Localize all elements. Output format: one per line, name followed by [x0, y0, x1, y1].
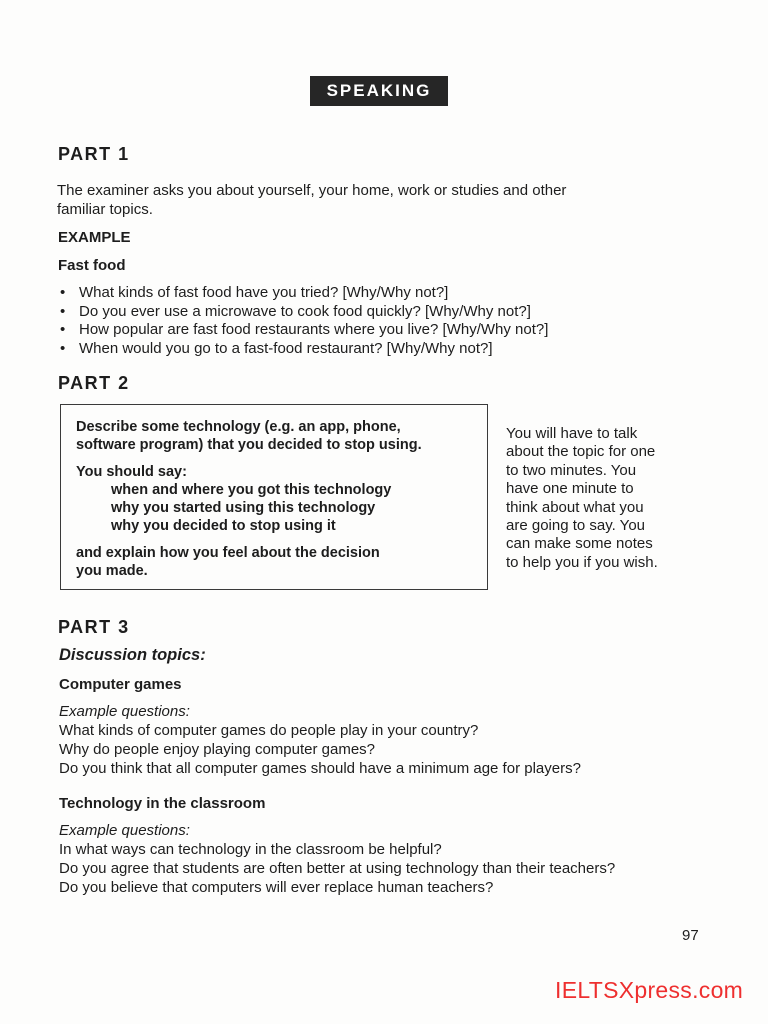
side-note-line: have one minute to — [506, 480, 634, 498]
side-note-line: can make some notes — [506, 535, 653, 553]
question-text: What kinds of fast food have you tried? [Why/Why not?] — [79, 284, 449, 301]
section-banner: SPEAKING — [310, 76, 448, 106]
side-note-line: think about what you — [506, 498, 644, 516]
list-item: What kinds of computer games do people play in your country? — [59, 722, 479, 739]
bullet-icon: • — [60, 302, 66, 320]
side-note-line: about the topic for one — [506, 443, 656, 461]
list-item: Do you believe that computers will ever replace human teachers? — [59, 879, 494, 896]
cue-card-explain-line1: and explain how you feel about the decision — [76, 545, 380, 561]
list-item — [58, 321, 548, 340]
topic-title-technology-classroom: Technology in the classroom — [59, 795, 266, 812]
list-item: Do you think that all computer games should have a minimum age for players? — [59, 760, 581, 777]
part1-example-label: EXAMPLE — [58, 229, 131, 246]
side-note-line: You will have to talk — [506, 425, 638, 442]
page-number: 97 — [682, 927, 699, 944]
question-text: How popular are fast food restaurants where you live? [Why/Why not?] — [79, 321, 549, 338]
question-text: Do you ever use a microwave to cook food quickly? [Why/Why not?] — [79, 302, 531, 320]
part1-intro-line1: The examiner asks you about yourself, your home, work or studies and other — [57, 182, 567, 199]
bullet-icon: • — [60, 339, 66, 357]
list-item: Why do people enjoy playing computer games? — [59, 741, 376, 758]
computer-games-questions — [59, 721, 581, 778]
part2-side-note — [506, 425, 678, 572]
example-questions-label: Example questions: — [59, 703, 190, 720]
bullet-icon: • — [60, 284, 66, 301]
part1-question-list — [58, 284, 548, 358]
part1-topic: Fast food — [58, 257, 126, 274]
part3-subheading: Discussion topics: — [59, 646, 206, 664]
part1-intro-line2: familiar topics. — [57, 201, 153, 218]
list-item: Do you agree that students are often better at using technology than their teachers? — [59, 860, 616, 877]
cue-card-points — [76, 463, 391, 535]
side-note-line: to help you if you wish. — [506, 553, 658, 571]
cue-card-explain-line2: you made. — [76, 563, 148, 579]
cue-card-task-line1: Describe some technology (e.g. an app, phone, — [76, 419, 401, 435]
example-questions-label: Example questions: — [59, 822, 190, 839]
bullet-icon: • — [60, 321, 66, 338]
part2-heading: PART 2 — [58, 373, 130, 393]
side-note-line: are going to say. You — [506, 517, 645, 535]
side-note-line: to two minutes. You — [506, 461, 637, 479]
watermark: IELTSXpress.com — [555, 977, 744, 1003]
cue-card-should-say: You should say: — [76, 464, 187, 480]
list-item: In what ways can technology in the classroom be helpful? — [59, 841, 442, 858]
cue-card — [60, 404, 488, 590]
cue-card-point: why you started using this technology — [111, 500, 376, 516]
cue-card-explain — [76, 544, 380, 580]
part1-intro — [57, 181, 566, 219]
list-item — [58, 303, 548, 322]
technology-classroom-questions — [59, 840, 615, 897]
cue-card-task-line2: software program) that you decided to stop using. — [76, 437, 422, 453]
cue-card-point: why you decided to stop using it — [111, 518, 336, 534]
list-item — [58, 284, 548, 303]
list-item — [58, 340, 548, 359]
question-text: When would you go to a fast-food restaurant? [Why/Why not?] — [79, 339, 493, 357]
part1-heading: PART 1 — [58, 144, 130, 164]
cue-card-task — [76, 418, 422, 454]
part3-heading: PART 3 — [58, 617, 130, 637]
topic-title-computer-games: Computer games — [59, 676, 182, 693]
cue-card-point: when and where you got this technology — [111, 482, 392, 498]
